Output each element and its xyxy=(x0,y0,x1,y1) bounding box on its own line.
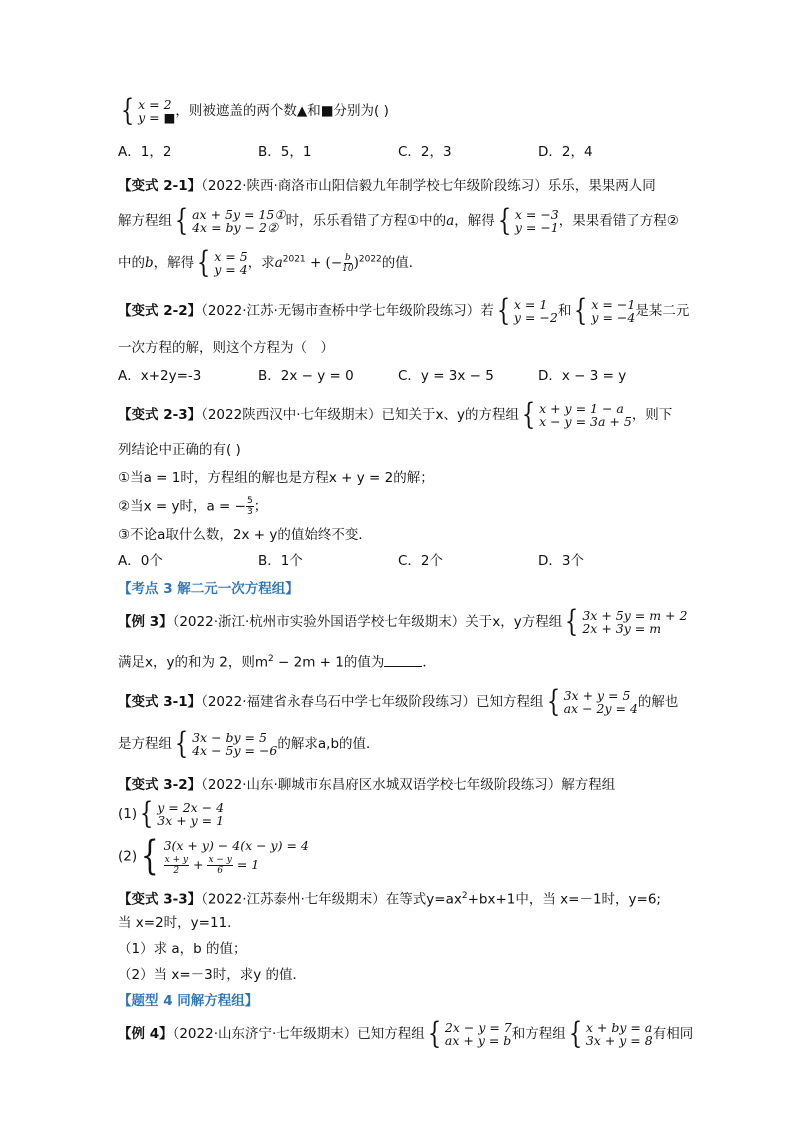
variant-2-2-header: 【变式 2-2】（2022·江苏·无锡市查桥中学七年级阶段练习）若 { x = 1 y = −2 和 { x = −1 y = −4 是某二元 xyxy=(118,293,690,328)
variant-2-3-line2: 列结论中正确的有( ) xyxy=(118,442,241,458)
variant-3-3-line2: 当 x=2时，y=11． xyxy=(118,915,241,931)
variant-2-3-item2: ②当x = y时，a = − $\frac{5}{3}$ ； xyxy=(118,496,268,517)
answer-options xyxy=(118,142,690,162)
variant-3-3-q2: （2）当 x=－3时，求y 的值． xyxy=(118,967,307,983)
example-3-header: 【例 3】（2022·浙江·杭州市实验外国语学校七年级期末）关于x，y方程组 { 3x + 5y = m + 2 2x + 3y = m xyxy=(118,604,688,639)
variant-3-2-part2: (2) { 3(x + y) − 4(x − y) = 4 $\frac{x + y}{2}$ + $\frac{x - y}{6}$ = 1 xyxy=(118,833,309,879)
option-d: D．2，4 xyxy=(538,144,593,160)
variant-2-3-options: A．0个 B．1个 C．2个 D．3个 xyxy=(118,553,584,569)
answer-blank[interactable] xyxy=(384,654,422,667)
variant-2-1-header: 【变式 2-1】（2022·陕西·商洛市山阳信毅九年制学校七年级阶段练习）乐乐，果果两人同 xyxy=(118,178,656,194)
option-b: B．5，1 xyxy=(258,144,312,160)
variant-2-3-item3: ③不论a取什么数，2x + y的值始终不变． xyxy=(118,527,372,543)
variant-2-3-item1: ①当a = 1时，方程组的解也是方程x + y = 2的解； xyxy=(118,470,434,486)
example-4-header: 【例 4】（2022·山东济宁·七年级期末）已知方程组 { 2x − y = 7 ax + y = b 和方程组 { x + by = a 3x + y = 8 有相同 xyxy=(118,1016,694,1051)
variant-3-1-header: 【变式 3-1】（2022·福建省永春乌石中学七年级阶段练习）已知方程组 { 3x + y = 5 ax − 2y = 4 的解也 xyxy=(118,683,679,719)
option-a: A．1，2 xyxy=(118,144,172,160)
option-c: C．2，3 xyxy=(398,144,452,160)
question-text: ，则被遮盖的两个数▲和■分别为( ) xyxy=(175,103,389,119)
variant-2-2-options: A．x+2y=-3 B．2x − y = 0 C．y = 3x − 5 D．x − 3 = y xyxy=(118,368,627,384)
variant-3-2-part1: (1) { y = 2x − 4 3x + y = 1 xyxy=(118,795,225,831)
variant-3-1-line2: 是方程组 { 3x − by = 5 4x − 5y = −6 的解求a,b的值． xyxy=(118,725,380,761)
variant-2-2-line2: 一次方程的解，则这个方程为（ ） xyxy=(118,340,334,356)
section-heading-4: 【题型 4 同解方程组】 xyxy=(118,993,259,1009)
example-3-line2: 满足x，y的和为 2，则$m^2 - 2m + 1$的值为 ． xyxy=(118,654,436,671)
equation-system: { x = 2 y = ■ xyxy=(120,93,176,128)
variant-3-3-q1: （1）求 a，b 的值； xyxy=(118,941,247,957)
variant-2-3-header: 【变式 2-3】（2022陕西汉中·七年级期末）已知关于x、y的方程组 { x + y = 1 − a x − y = 3a + 5 ，则下 xyxy=(118,397,673,432)
variant-3-3-header: 【变式 3-3】（2022·江苏泰州·七年级期末）在等式$y=ax^2+bx+1$中，当 x=－1时，y=6; xyxy=(118,890,661,907)
variant-3-2-header: 【变式 3-2】（2022·山东·聊城市东昌府区水城双语学校七年级阶段练习）解方程组 xyxy=(118,776,616,793)
document-page xyxy=(118,93,694,1051)
variant-2-1-line3: 中的b，解得 { x = 5 y = 4 ，求$a^{2021}$ + (− $\frac{b}{10}$ )$^{2022}$的值． xyxy=(118,245,423,280)
section-heading-3: 【考点 3 解二元一次方程组】 xyxy=(118,581,299,597)
variant-2-1-line2: 解方程组 { ax + 5y = 15① 4x = by − 2② 时，乐乐看错了方程①中的a，解得 { x = −3 y = −1 ，果果看错了方程② xyxy=(118,203,679,238)
question-continuation xyxy=(118,93,690,128)
